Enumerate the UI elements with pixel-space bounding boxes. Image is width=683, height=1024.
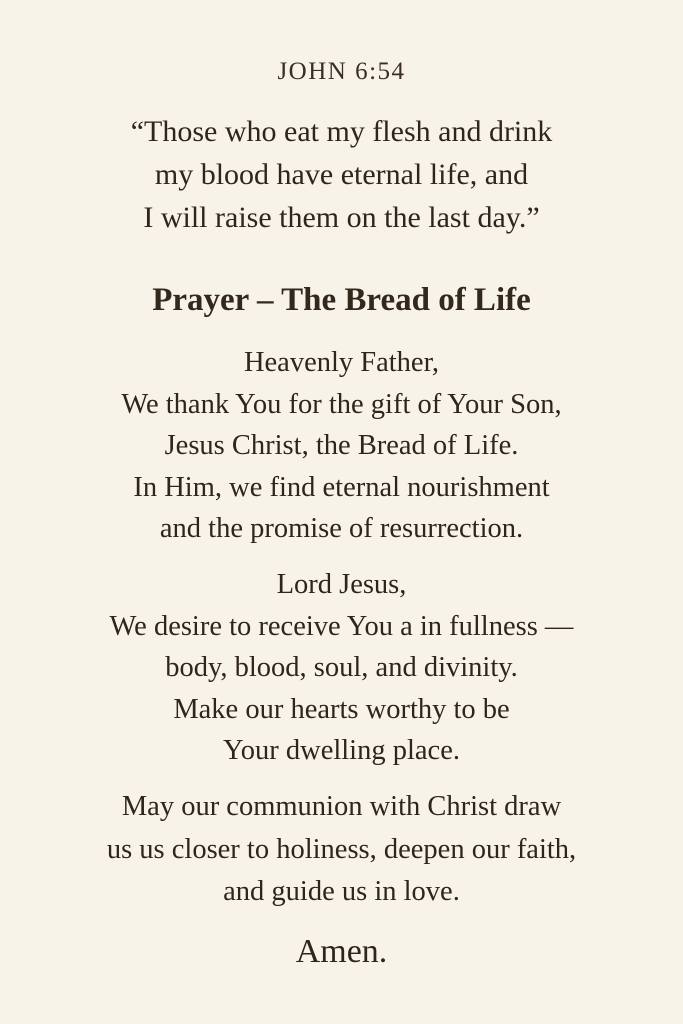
prayer-line: Make our hearts worthy to be [173, 694, 510, 725]
verse-line: my blood have eternal life, and [154, 158, 529, 191]
prayer-line: Jesus Christ, the Bread of Life. [164, 430, 519, 461]
scripture-reference: JOHN 6:54 [277, 58, 406, 85]
prayer-line: us us closer to holiness, deepen our faith, [106, 834, 577, 865]
prayer-line: We desire to receive You a in fullness — [109, 611, 574, 642]
prayer-title: Prayer – The Bread of Life [152, 282, 531, 318]
prayer-line: May our communion with Christ draw [121, 791, 562, 822]
verse-line: I will raise them on the last day.” [143, 201, 540, 234]
prayer-line: Lord Jesus, [276, 569, 407, 600]
prayer-line: We thank You for the gift of Your Son, [121, 389, 562, 420]
prayer-line: and the promise of resurrection. [159, 513, 524, 544]
prayer-line: Your dwelling place. [223, 735, 460, 766]
prayer-closing: Amen. [295, 933, 388, 970]
verse-line: “Those who eat my flesh and drink [130, 115, 553, 148]
prayer-line: body, blood, soul, and divinity. [165, 652, 518, 683]
prayer-line: In Him, we find eternal nourishment [133, 472, 550, 503]
prayer-line: Heavenly Father, [243, 347, 440, 378]
prayer-line: and guide us in love. [223, 876, 460, 907]
